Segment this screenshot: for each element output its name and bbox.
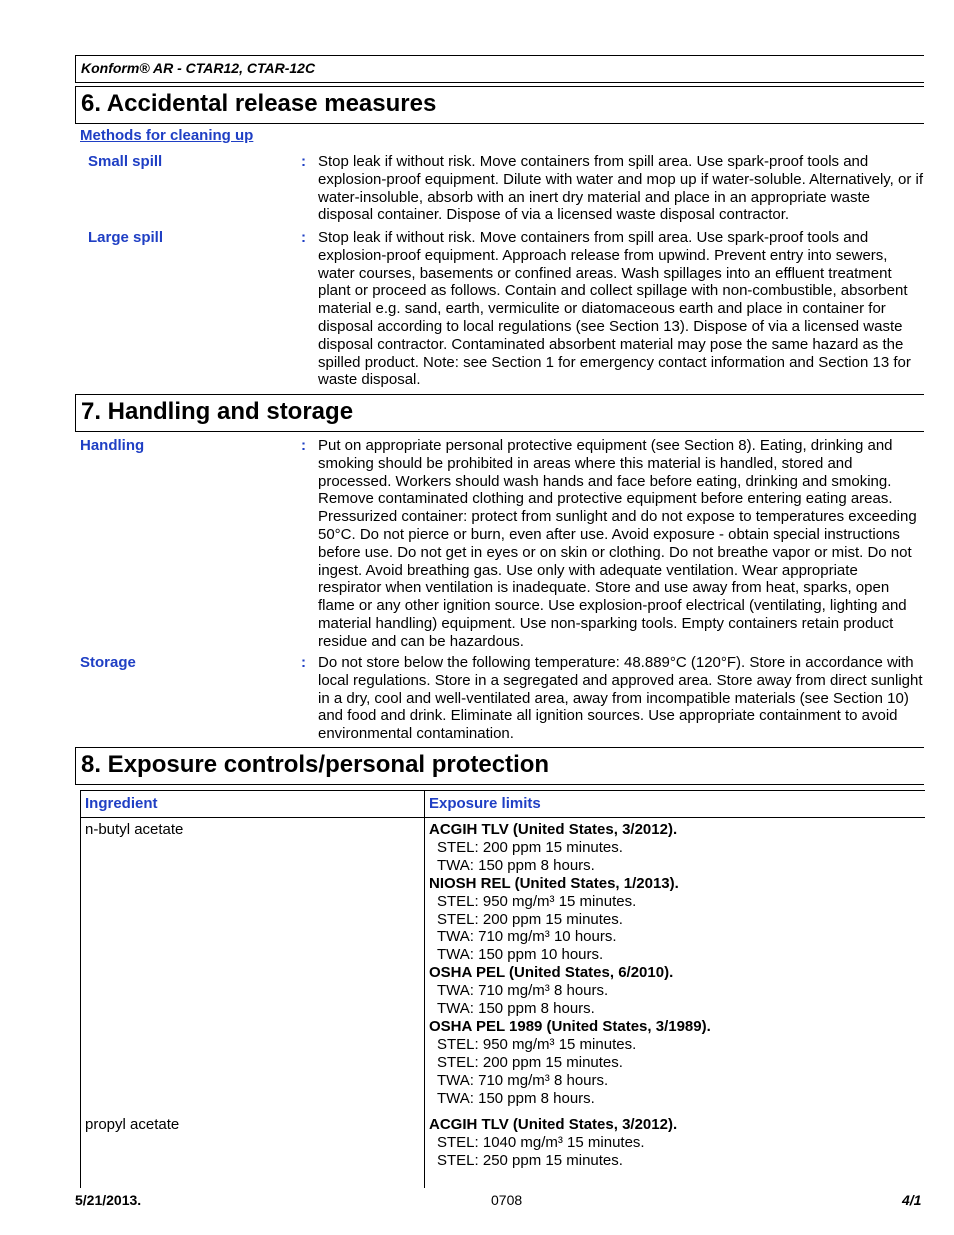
exposure-limits-cell xyxy=(429,1116,677,1170)
storage-label: Storage xyxy=(80,654,136,671)
colon: : xyxy=(301,229,306,246)
table-column-divider xyxy=(424,791,425,1188)
limit-entry: STEL: 200 ppm 15 minutes. xyxy=(437,1053,623,1071)
section-8-title: 8. Exposure controls/personal protection xyxy=(75,747,924,785)
footer-page-number: 4/1 xyxy=(902,1192,922,1208)
exposure-limits-table xyxy=(80,790,925,1188)
limit-entry: STEL: 1040 mg/m³ 15 minutes. xyxy=(437,1133,645,1151)
storage-text: Do not store below the following temperature: 48.889°C (120°F). Store in accordance with local regulations. Store in a segregated and approved area. Store away from direct sunlight in a dry, cool and well-ventilated area, away from incompatible materials (see Section 10) and food and drink. Eliminate all ignition sources. Use appropriate containment to avoid environmental contamination. xyxy=(318,654,923,743)
small-spill-label: Small spill xyxy=(88,153,163,170)
large-spill-label: Large spill xyxy=(88,229,164,246)
colon: : xyxy=(301,437,306,454)
limit-entry: TWA: 150 ppm 8 hours. xyxy=(437,1000,595,1018)
limit-entry: TWA: 710 mg/m³ 8 hours. xyxy=(437,982,609,1000)
large-spill-text: Stop leak if without risk. Move containers from spill area. Use spark-proof tools and explosion-proof equipment. Approach release from upwind. Prevent entry into sewers, water courses, basements or confined areas. Wash spillages into an effluent treatment plant or proceed as follows. Contain and collect spillage with non-combustible, absorbent material e.g. sand, earth, vermiculite or diatomaceous earth and place in container for disposal according to local regulations (see Section 13). Dispose of via a licensed waste disposal contractor. Contaminated absorbent material may pose the same hazard as the spilled product. Note: see Section 1 for emergency contact information and Section 13 for waste disposal. xyxy=(318,229,911,389)
limit-entry: TWA: 150 ppm 10 hours. xyxy=(437,946,604,964)
ingredient-cell: n-butyl acetate xyxy=(85,821,184,838)
limit-entry: TWA: 150 ppm 8 hours. xyxy=(437,1089,595,1107)
limit-entry: TWA: 710 mg/m³ 8 hours. xyxy=(437,1071,609,1089)
limit-entry: TWA: 710 mg/m³ 10 hours. xyxy=(437,928,617,946)
colon: : xyxy=(301,654,306,671)
section-6-title: 6. Accidental release measures xyxy=(75,86,924,124)
footer-code: 0708 xyxy=(491,1192,523,1208)
exposure-limits-column-header: Exposure limits xyxy=(429,795,541,812)
limit-entry: TWA: 150 ppm 8 hours. xyxy=(437,856,595,874)
ingredient-cell: propyl acetate xyxy=(85,1116,180,1133)
table-header-divider xyxy=(81,817,925,818)
section-7-title: 7. Handling and storage xyxy=(75,394,924,432)
document-header: Konform® AR - CTAR12, CTAR-12C xyxy=(75,55,924,83)
methods-cleaning-heading: Methods for cleaning up xyxy=(80,127,254,144)
agency-name: OSHA PEL (United States, 6/2010). xyxy=(429,964,674,982)
ingredient-column-header: Ingredient xyxy=(85,795,158,812)
agency-name: ACGIH TLV (United States, 3/2012). xyxy=(429,1116,678,1133)
footer-date: 5/21/2013. xyxy=(75,1192,142,1208)
limit-entry: STEL: 250 ppm 15 minutes. xyxy=(437,1151,623,1169)
limit-entry: STEL: 950 mg/m³ 15 minutes. xyxy=(437,1035,637,1053)
limit-entry: STEL: 200 ppm 15 minutes. xyxy=(437,910,623,928)
colon: : xyxy=(301,153,306,170)
small-spill-text: Stop leak if without risk. Move containers from spill area. Use spark-proof tools and explosion-proof equipment. Dilute with water and mop up if water-soluble. Alternatively, or if water-insoluble, absorb with an inert dry material and place in an appropriate waste disposal container. Dispose of via a licensed waste disposal contractor. xyxy=(318,153,924,224)
exposure-limits-cell xyxy=(429,821,711,1108)
agency-name: NIOSH REL (United States, 1/2013). xyxy=(429,874,679,892)
limit-entry: STEL: 200 ppm 15 minutes. xyxy=(437,838,623,856)
agency-name: OSHA PEL 1989 (United States, 3/1989). xyxy=(429,1017,711,1035)
handling-text: Put on appropriate personal protective equipment (see Section 8). Eating, drinking and smoking should be prohibited in areas where this material is handled, stored and processed. Workers should wash hands and face before eating, drinking and smoking. Remove contaminated clothing and protective equipment before entering eating areas. Pressurized container: protect from sunlight and do not expose to temperatures exceeding 50°C. Do not pierce or burn, even after use. Avoid exposure - obtain special instructions before use. Do not get in eyes or on skin or clothing. Do not breathe vapor or mist. Do not ingest. Avoid breathing gas. Use only with adequate ventilation. Wear appropriate respirator when ventilation is inadequate. Store and use away from heat, sparks, open flame or any other ignition source. Use explosion-proof electrical (ventilating, lighting and material handling) equipment. Use non-sparking tools. Empty containers retain product residue and can be hazardous. xyxy=(318,437,917,650)
agency-name: ACGIH TLV (United States, 3/2012). xyxy=(429,821,678,838)
handling-label: Handling xyxy=(80,437,145,454)
limit-entry: STEL: 950 mg/m³ 15 minutes. xyxy=(437,892,637,910)
